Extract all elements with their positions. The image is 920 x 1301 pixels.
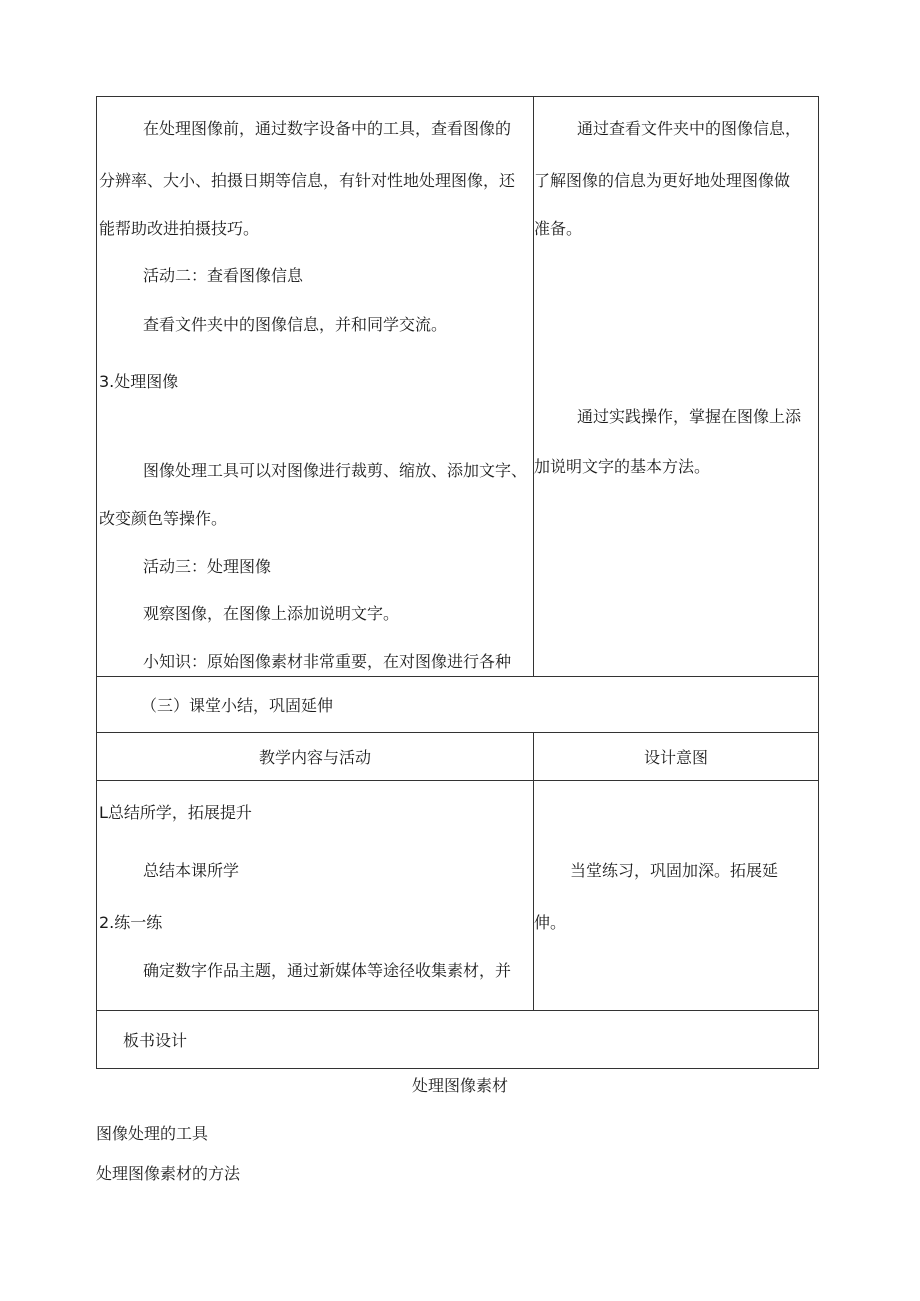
board-title: 处理图像素材 xyxy=(411,1076,508,1095)
text-line: 加说明文字的基本方法。 xyxy=(534,457,711,476)
activity-three-title: 活动三：处理图像 xyxy=(143,557,272,576)
text-line: 能帮助改进拍摄技巧。 xyxy=(99,219,260,238)
text-line: 伸。 xyxy=(534,913,567,932)
column-header-content: 教学内容与活动 xyxy=(258,748,371,767)
tip-text: 小知识：原始图像素材非常重要，在对图像进行各种 xyxy=(143,652,512,671)
summary-content-cell xyxy=(97,781,533,1010)
activity-content-cell xyxy=(97,97,533,676)
section-heading-row xyxy=(96,677,819,733)
text-line: 分辨率、大小、拍摄日期等信息，有针对性地处理图像，还 xyxy=(99,171,516,190)
column-header-row xyxy=(96,733,819,781)
board-design-label: 板书设计 xyxy=(123,1031,188,1050)
text-line: 图像处理工具可以对图像进行裁剪、缩放、添加文字、 xyxy=(143,461,528,480)
text-line: 了解图像的信息为更好地处理图像做 xyxy=(534,171,791,190)
section-heading: （三）课堂小结，巩固延伸 xyxy=(141,696,334,715)
board-item: 处理图像素材的方法 xyxy=(96,1164,241,1183)
summary-row xyxy=(96,781,819,1011)
text-line: 确定数字作品主题，通过新媒体等途径收集素材，并 xyxy=(143,961,512,980)
text-line: 总结本课所学 xyxy=(143,861,240,880)
activity-two-title: 活动二：查看图像信息 xyxy=(143,266,304,285)
text-line: 在处理图像前，通过数字设备中的工具，查看图像的 xyxy=(143,119,512,138)
board-design-row xyxy=(96,1011,819,1069)
summary-intent-cell xyxy=(533,781,818,1010)
text-line: 当堂练习，巩固加深。拓展延 xyxy=(570,861,779,880)
text-line: 改变颜色等操作。 xyxy=(99,509,228,528)
column-header-intent: 设计意图 xyxy=(643,748,708,767)
subsection-title: 2.练一练 xyxy=(99,913,163,932)
design-intent-cell xyxy=(533,97,818,676)
text-line: 通过查看文件夹中的图像信息， xyxy=(577,119,802,138)
text-line: 准备。 xyxy=(534,219,583,238)
text-line: 查看文件夹中的图像信息，并和同学交流。 xyxy=(143,315,448,334)
activity-row xyxy=(96,96,819,677)
text-line: 通过实践操作，掌握在图像上添 xyxy=(577,407,802,426)
text-line: 观察图像，在图像上添加说明文字。 xyxy=(143,604,400,623)
board-item: 图像处理的工具 xyxy=(96,1124,209,1143)
subsection-title: L总结所学，拓展提升 xyxy=(99,803,252,822)
lesson-table xyxy=(96,96,819,1069)
subsection-title: 3.处理图像 xyxy=(99,372,179,391)
